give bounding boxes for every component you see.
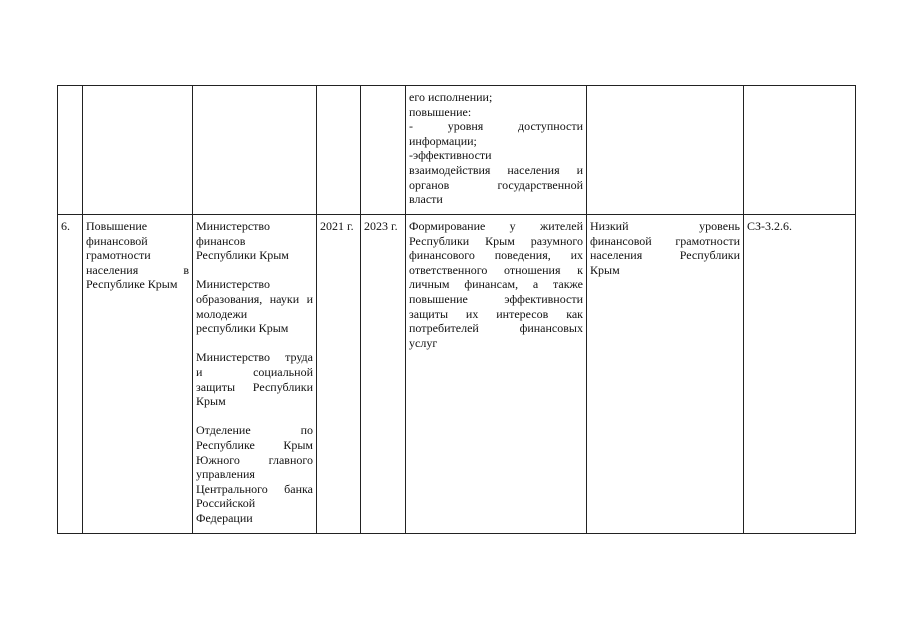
text-line: защиты их интересов как bbox=[409, 306, 583, 321]
text-line: населения в bbox=[86, 262, 189, 277]
text-line: повышение эффективности bbox=[409, 291, 583, 306]
cell-result-continued bbox=[406, 86, 587, 215]
text-line: повышение: bbox=[409, 104, 472, 119]
text-line: финансовой грамотности bbox=[590, 233, 740, 248]
text-line: Отделение по bbox=[196, 423, 313, 438]
cell-executors-empty bbox=[193, 86, 317, 215]
measure-name bbox=[83, 215, 193, 534]
cell-start-empty bbox=[317, 86, 361, 215]
cell-number-empty bbox=[58, 86, 83, 215]
text-line: Российской bbox=[196, 496, 256, 511]
text-line: Формирование у жителей bbox=[409, 219, 583, 233]
end-year: 2023 г. bbox=[361, 215, 406, 534]
text-line: населения Республики bbox=[590, 248, 740, 263]
text-line: Республике Крым bbox=[86, 277, 178, 292]
text-line: Центрального банка bbox=[196, 481, 313, 496]
text-line: Министерство труда bbox=[196, 350, 313, 365]
executor-item bbox=[196, 219, 313, 263]
text-line: личным финансам, а также bbox=[409, 277, 583, 292]
executor-item bbox=[196, 423, 313, 525]
executors-cell bbox=[193, 215, 317, 534]
text-line: взаимодействия населения и bbox=[409, 162, 583, 177]
start-year: 2021 г. bbox=[317, 215, 361, 534]
text-line: -эффективности bbox=[409, 148, 492, 163]
executor-item bbox=[196, 277, 313, 335]
text-line: управления bbox=[196, 467, 255, 482]
cell-end-empty bbox=[361, 86, 406, 215]
text-line: власти bbox=[409, 192, 443, 207]
measure-name-lines bbox=[86, 219, 189, 292]
program-table bbox=[57, 85, 856, 534]
problem-description bbox=[587, 215, 744, 534]
text-line: грамотности bbox=[86, 248, 151, 263]
text-line: - уровня доступности bbox=[409, 119, 583, 134]
text-line: и социальной bbox=[196, 364, 313, 379]
executor-item bbox=[196, 350, 313, 408]
row-number: 6. bbox=[58, 215, 83, 534]
text-line: Крым bbox=[590, 262, 620, 277]
text-line: молодежи bbox=[196, 306, 248, 321]
text-line: образования, науки и bbox=[196, 291, 313, 306]
text-line: Республики Крым bbox=[196, 248, 289, 263]
table-row-6 bbox=[58, 215, 856, 534]
text-line: финансового поведения, их bbox=[409, 248, 583, 263]
text-line: Низкий уровень bbox=[590, 219, 740, 233]
expected-result bbox=[406, 215, 587, 534]
text-line: Республике Крым bbox=[196, 437, 313, 452]
text-line: Южного главного bbox=[196, 452, 313, 467]
text-line: Федерации bbox=[196, 510, 253, 525]
executors-list bbox=[196, 219, 313, 525]
result-continued-lines bbox=[409, 90, 583, 207]
cell-code-empty bbox=[744, 86, 856, 215]
text-line: Министерство bbox=[196, 277, 270, 292]
text-line: информации; bbox=[409, 133, 477, 148]
text-line: ответственного отношения к bbox=[409, 262, 583, 277]
text-line: республики Крым bbox=[196, 321, 289, 336]
cell-name-empty bbox=[83, 86, 193, 215]
text-line: защиты Республики bbox=[196, 379, 313, 394]
text-line: услуг bbox=[409, 335, 438, 350]
text-line: Министерство bbox=[196, 219, 270, 233]
table-row-continued bbox=[58, 86, 856, 215]
executor-gap bbox=[196, 409, 313, 424]
text-line: Республики Крым разумного bbox=[409, 233, 583, 248]
strategy-code: СЗ-3.2.6. bbox=[744, 215, 856, 534]
text-line: органов государственной bbox=[409, 177, 583, 192]
text-line: Крым bbox=[196, 394, 226, 409]
text-line: финансовой bbox=[86, 233, 148, 248]
executor-gap bbox=[196, 263, 313, 278]
text-line: Повышение bbox=[86, 219, 148, 233]
executor-gap bbox=[196, 336, 313, 351]
text-line: его исполнении; bbox=[409, 90, 493, 104]
problem-lines bbox=[590, 219, 740, 277]
expected-result-lines bbox=[409, 219, 583, 350]
text-line: финансов bbox=[196, 233, 246, 248]
cell-problem-empty bbox=[587, 86, 744, 215]
text-line: потребителей финансовых bbox=[409, 321, 583, 336]
